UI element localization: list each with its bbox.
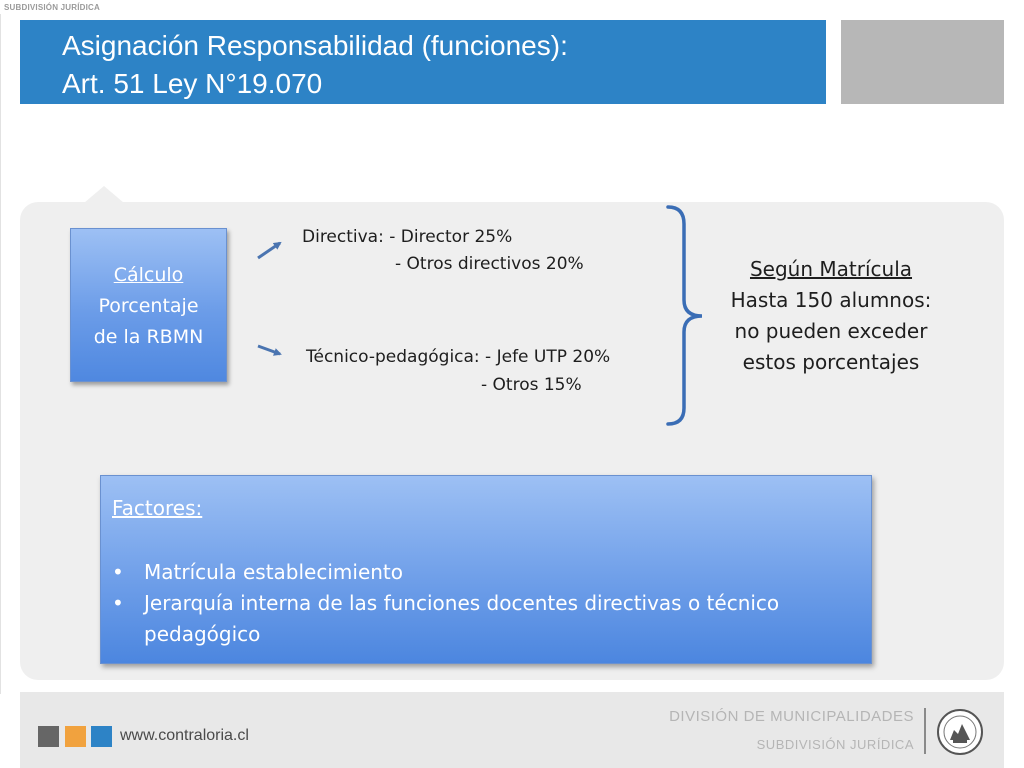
footer-divider: [924, 708, 926, 754]
factor-item-text: Matrícula establecimiento: [144, 560, 404, 584]
matricula-note: [700, 254, 962, 378]
header-gray-block: [841, 20, 1004, 104]
calculation-box: [70, 228, 227, 382]
list-item: [112, 557, 852, 588]
directiva-line-1: Directiva: - Director 25%: [302, 227, 513, 247]
slide-title-line-2: Art. 51 Ley N°19.070: [62, 68, 323, 99]
footer-square-gray: [38, 726, 59, 747]
title-banner: [20, 20, 826, 104]
slide-title-line-1: Asignación Responsabilidad (funciones):: [62, 30, 568, 61]
footer-division-name: DIVISIÓN DE MUNICIPALIDADES: [669, 708, 914, 725]
bullet-icon: •: [112, 560, 124, 584]
factors-list: [112, 557, 852, 650]
calculation-box-line-2: Porcentaje: [98, 295, 199, 317]
tecnico-line-1: Técnico-pedagógica: - Jefe UTP 20%: [306, 347, 611, 367]
panel-pointer: [84, 186, 124, 203]
footer-square-orange: [65, 726, 86, 747]
factors-box: [100, 475, 872, 664]
bullet-icon: •: [112, 591, 124, 615]
calculation-box-line-1: Cálculo: [113, 264, 184, 286]
footer-square-blue: [91, 726, 112, 747]
matricula-line-2: no pueden exceder: [734, 319, 928, 343]
calculation-box-line-3: de la RBMN: [93, 326, 204, 348]
factor-item-text: Jerarquía interna de las funciones docentes directivas o técnico pedagógico: [144, 591, 780, 646]
left-divider: [0, 14, 1, 694]
tecnico-line-2: - Otros 15%: [481, 375, 582, 395]
footer-url-link[interactable]: www.contraloria.cl: [120, 727, 249, 744]
matricula-line-1: Hasta 150 alumnos:: [730, 288, 932, 312]
contraloria-seal-icon: [936, 708, 984, 756]
top-section-label: SUBDIVISIÓN JURÍDICA: [4, 3, 101, 12]
directiva-line-2: - Otros directivos 20%: [395, 254, 584, 274]
footer-subdivision-name: SUBDIVISIÓN JURÍDICA: [756, 737, 914, 752]
list-item: [112, 588, 852, 650]
matricula-line-3: estos porcentajes: [742, 350, 920, 374]
matricula-heading: Según Matrícula: [749, 257, 913, 281]
factors-title: Factores:: [112, 496, 203, 520]
footer: [20, 692, 1004, 768]
